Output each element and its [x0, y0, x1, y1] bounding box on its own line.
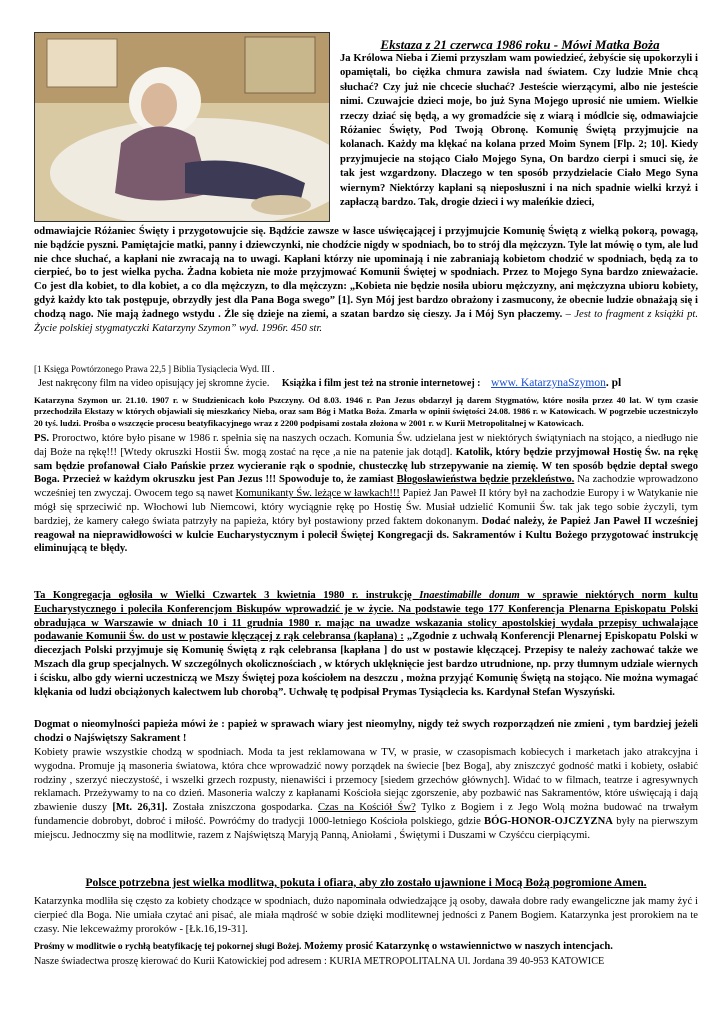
biography: Katarzyna Szymon ur. 21.10. 1907 r. w Studzienicach koło Pszczyny. Od 8.03. 1946 r. Pan Jezus obdarzył ją darem Stygmatów, które nosiła przez 40 lat. W tym czasie przechodziła Ekstazy w których objawiali się mieszkańcy Nieba, oraz sam Bóg i Matka Boża. Zmarła w opinii świętości 24.08. 1986 r. w Katowicach. W pogrzebie uczestniczyło 20 tyś. ludzi. Prośba o wszczęcie procesu beatyfikacyjnego wraz z 2200 podpisami została złożona w 2001 r. w Kurii Metropolitalnej w Katowicach. — [34, 395, 698, 428]
women-text-3: Tylko z Bogiem i z Jego Wolą można budować na trwałym fundamencie dobrobyt, dobroć i miłość. Powróćmy do tradycji 1000-letniego Kościoła polskiego, gdzie — [34, 802, 698, 827]
film-and-book-line — [34, 377, 698, 390]
footnote: [1 Księga Powtórzonego Prawa 22,5 ] Biblia Tysiąclecia Wyd. III . — [34, 364, 275, 374]
congregation-underline-1: Ta Kongregacja ogłosiła w Wielki Czwartek 3 kwietnia 1980 r. instrukcję — [34, 590, 420, 601]
closing-address: Nasze świadectwa proszę kierować do Kurii Katowickiej pod adresem : KURIA METROPOLITALNA Ul. Jordana 39 40-953 KATOWICE — [34, 955, 605, 967]
stigmatic-photo — [34, 32, 330, 222]
website-tld: . pl — [605, 377, 622, 389]
women-text-1: Kobiety prawie wszystkie chodzą w spodniach. Moda ta jest reklamowana w TV, w prasie, w czasopismach kobiecych i marketach jako atrakcyjna i wygodna. Promuje ją masoneria światowa, która chce wprowadzić nowy porządek na świecie [bez Boga], aby zniszczyć godność matki i kobiety, osłabić rodziny , szerzyć nieczystość, i wszelki grzech rozpusty, nienawiści i przemocy [siedem grzechów głównych]. Widać to w filmach, teatrze i agresywnych reklamach. Przeżywamy to na co dzień. Masoneria walczy z kapłanami Kościoła siejąc zgorszenie, aby pozbawić nas Sakramentów, które uświęcają i dają zbawienie duszy — [34, 747, 698, 814]
article-title: Ekstaza z 21 czerwca 1986 roku - Mówi Matka Boża — [380, 37, 660, 52]
church-question: Czas na Kościół Św? — [317, 802, 416, 814]
column-text: Ja Królowa Nieba i Ziemi przyszłam wam powiedzieć, żebyście się upokorzyli i opamiętali, bo ciężka chmura zawisła nad światem. Czy ludzie Mnie chcą słuchać? Czy już nie chcecie słuchać? Jesteście wierzącymi, albo nie jesteście nimi. Czuwajcie dzieci moje, bo już Syna Mojego uprosić nie umiem. Wielkie rzeczy dziać się będą, a wy gromadźcie się z wiarą i módlcie się, odmawiajcie Różaniec Święty, Pod Twoją Obronę. Komunię Świętą przyjmujcie na kolanach. Każdy ma klękać na kolana przed Moim Synem [Flp. 2; 10]. Kiedy przyjmujecie na stojąco Ciało Mojego Syna, On bardzo cierpi i smuci się, że tak jest wzgardzony. Dlaczego w ten sposób przydzielacie Ciało Mego Syna wiernym? Niektórzy kapłani są nieposłuszni i na nich spadnie wielki krzyż i zapłaczą bardzo. Tak, drogie dzieci i wy maleńkie dzieci, — [340, 53, 698, 209]
closing-ask: Możemy prosić Katarzynkę o wstawiennictwo w naszych intencjach. — [301, 941, 613, 952]
women-paragraph — [34, 746, 698, 843]
ps-bold-1: Katolik, który będzie przyjmował Hostię Św. na rękę sam będzie profanował Ciało Pańskie przez wycieranie rąk o spodnie, chusteczkę lub strzepywanie na ziemię. W ten sposób będzie deptał swego Boga. Przecież w każdym okruszku jest Pan Jezus !!! Spowoduje to, że zamiast — [34, 446, 698, 486]
ps-label: PS. — [34, 433, 50, 444]
congregation-underline-2: w sprawie niektórych norm kultu Eucharystycznego i poleciła Konferencjom Biskupów wprowadzić je w życie. Na podstawie tego 177 Konferencja Plenarna Episkopatu Polski obradująca w Warszawie w dniach 10 i 11 grudnia 1980 r. mając na uwadze wskazania stolicy apostolskiej wydała przepisy uchwalające podawanie Komunii Św. do ust w postawie klęczącej z rąk celebransa (kapłana) : — [34, 590, 699, 643]
closing-prayer: Prośmy w modlitwie o rychłą beatyfikację tej pokornej sługi Bożej. — [34, 942, 302, 952]
film-note: Jest nakręcony film na video opisujący jej skromne życie. — [38, 378, 270, 389]
photo-illustration — [35, 33, 330, 222]
website-link[interactable]: www. KatarzynaSzymon — [491, 377, 606, 389]
katarzynka-paragraph: Katarzynka modliła się często za kobiety chodzące w spodniach, dużo napominała odwiedzające ją osoby, dawała dobre rady ewangeliczne jak mamy żyć i cierpieć dla Boga. Nie umiała czytać ani pisać, ale miała mądrość w sobie dzięki modlitewnej jedności z Panem Bogiem. Katarzynka jest prorokiem na te czasy. Nie lekceważmy proroków - [Łk.16,19-31]. — [34, 896, 698, 935]
main-message — [34, 225, 698, 335]
women-text-4: były na pierwszym miejscu. Jednoczmy się na modlitwie, razem z Najświętszą Maryją Panną, Aniołami , Świętymi i Duszami w Czyśćcu cierpiącymi. — [34, 815, 699, 841]
ps-text-1: Proroctwo, które było pisane w 1986 r. spełnia się na naszych oczach. Komunia Św. udzielana jest w niektórych świątyniach na stojąco, a niedługo nie daj Boże na rękę!!! [Wtedy okruszki Hostii Św. mogą zostać na ręce ,a nie na patenie jak dotąd]. — [34, 433, 698, 458]
women-text-2: Została zniszczona gospodarka. — [167, 802, 318, 814]
congregation-rest: „Zgodnie z uchwałą Konferencji Plenarnej Episkopatu Polski w diecezjach Polski przyjmuje się Komunię Świętą z rąk celebransa [kapłana ] do ust w postawie klęczącej. Przepisy te należy zachować także we Mszach dla grup specjalnych. W szczególnych okolicznościach , w których uklęknięcie jest bardzo utrudnione, np. przy tłumnym udziale wiernych i ścisku, albo gdy wierni uczestniczą we Mszy Świętej poza kościołem na deszczu , można przyjąć Komunię Świętą na stojąco. Nie można wymagać klękania od ludzi obciążonych kalectwem lub chorobą”. Uchwałę tę podpisał Prymas Tysiąclecia ks. Kardynał Stefan Wyszyński. — [34, 631, 699, 698]
instruction-title: Inaestimabille donum — [419, 590, 520, 601]
ps-bold-underline: Błogosławieństwa będzie przekleństwo. — [396, 474, 575, 486]
congregation-paragraph — [34, 589, 698, 699]
fragment-note: – Jest to fragment z książki pt. Życie polskiej stygmatyczki Katarzyny Szymon” wyd. 1996r. 450 str. — [34, 308, 698, 334]
scripture-ref: [Mt. 26,31]. — [112, 802, 168, 814]
headline: Polsce potrzebna jest wielka modlitwa, pokuta i ofiara, aby zło zostało ujawnione i Mocą Bożą pogromione Amen. — [85, 876, 647, 889]
main-message-text: odmawiajcie Różaniec Święty i przygotowujcie się. Bądźcie zawsze w łasce uświęcającej i przyjmujcie Komunię Świętą z wielką pokorą, powagą, nie bądźcie pyszni. Pamiętajcie matki, panny i dziewczynki, nie chodźcie nigdy w spodniach, bo to strój dla mężczyzn. Tyle lat mówię o tym, ale lud nie chce słuchać, a kapłani nie zwracają na to uwagi. Kapłani którzy nie upominają i nie zabraniają kobietom chodzić w spodniach, będą za to cierpieć, bo to jest wielka pycha. Żadna kobieta nie może przyjmować Komunii Świętej w spodniach. Przez to Mojego Syna bardzo znieważacie. Co jest dla kobiet, to dla kobiet, a co dla mężczyzn, to dla mężczyzn: „Kobieta nie będzie nosiła ubioru mężczyzny, ani mężczyzna ubioru kobiety, gdyż każdy kto tak postępuje, obrzydły jest dla Pana Boga swego” [1]. Syn Mój jest bardzo obrażony i zasmucony, że obecnie ludzie obnażają się i chodzą nago. Nie mają żadnego wstydu . Źle się dzieje na ziemi, a szatan bardzo się cieszy. Ja i Mój Syn płaczemy. — [34, 226, 698, 320]
book-note: Książka i film jest też na stronie internetowej : — [281, 378, 481, 389]
ps-text-2: Na zachodzie wprowadzono wcześniej ten zwyczaj. Owocem tego są nawet — [34, 474, 699, 500]
dogma-paragraph: Dogmat o nieomylności papieża mówi że : papież w sprawach wiary jest nieomylny, nigdy też swych rozporządzeń nie zmieni , tym bardziej jeżeli chodzi o Najświętszy Sakrament ! — [34, 719, 698, 744]
closing-paragraph — [34, 940, 698, 969]
motto: BÓG-HONOR-OJCZYZNA — [484, 815, 613, 827]
ps-underline: Komunikanty Św. leżące w ławkach!!! — [235, 488, 400, 500]
ps-bold-2: Dodać należy, że Papież Jan Paweł II wcześniej reagował na nieprawidłowości w kulcie Eucharystycznym i polecił Świętej Kongregacji ds. Sakramentów i Kultu Bożego przygotować instrukcję eliminującą te błędy. — [34, 515, 698, 555]
ps-paragraph — [34, 432, 698, 556]
ps-text-3: Papież Jan Paweł II który był na zachodzie Europy i w Watykanie nie mógł się sprzeciwić np. Włochowi lub Niemcowi, który wyciągnie rękę po Hostię Św. Musiał udzielić Komunii Św. tak jak tego sobie życzyli, tym bardziej, że kamery całego świata patrzyły na papieża, który był postawiony przed faktem dokonanym. — [34, 488, 698, 527]
